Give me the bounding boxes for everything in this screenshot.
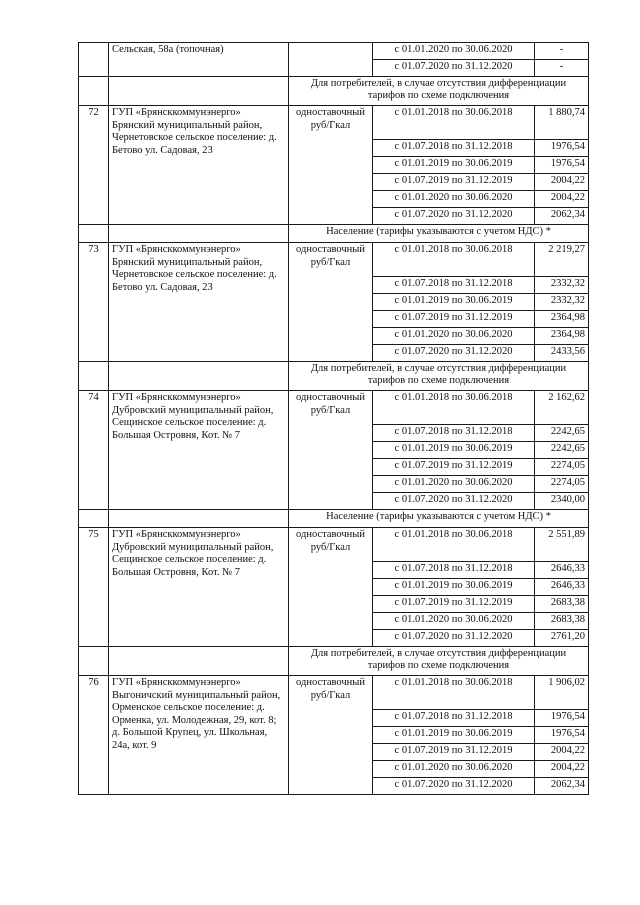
period-cell: с 01.07.2019 по 31.12.2019 [373, 459, 535, 476]
period-cell: с 01.07.2020 по 31.12.2020 [373, 778, 535, 795]
row-number-cell: 74 [79, 391, 109, 510]
unit-cell: одноставочный руб/Гкал [289, 676, 373, 795]
table-row [79, 43, 589, 60]
row-number-cell: 76 [79, 676, 109, 795]
period-cell: с 01.07.2019 по 31.12.2019 [373, 174, 535, 191]
section-header-row [79, 362, 589, 391]
period-cell: с 01.07.2018 по 31.12.2018 [373, 140, 535, 157]
period-cell: с 01.01.2018 по 30.06.2018 [373, 676, 535, 710]
section-header-row [79, 510, 589, 528]
value-cell: 1976,54 [535, 710, 589, 727]
section-header: Население (тарифы указываются с учетом НДС) * [289, 510, 589, 528]
period-cell: с 01.07.2018 по 31.12.2018 [373, 710, 535, 727]
table-row [79, 391, 589, 425]
row-number-cell [79, 43, 109, 77]
value-cell: 2332,32 [535, 294, 589, 311]
blank-cell [79, 647, 109, 676]
period-cell: с 01.01.2020 по 30.06.2020 [373, 191, 535, 208]
tariff-table-body [79, 43, 589, 795]
value-cell: 2340,00 [535, 493, 589, 510]
tariff-table [78, 42, 589, 795]
row-number-cell: 72 [79, 106, 109, 225]
organization-cell: ГУП «Брянсккоммунэнерго» Дубровский муниципальный район, Сещинское сельское поселение: д. Большая Островня, Кот. № 7 [109, 391, 289, 510]
period-cell: с 01.07.2018 по 31.12.2018 [373, 562, 535, 579]
value-cell: 2433,56 [535, 345, 589, 362]
value-cell: 2683,38 [535, 613, 589, 630]
period-cell: с 01.07.2020 по 31.12.2020 [373, 493, 535, 510]
period-cell: с 01.07.2019 по 31.12.2019 [373, 311, 535, 328]
value-cell: 2274,05 [535, 459, 589, 476]
period-cell: с 01.01.2020 по 30.06.2020 [373, 476, 535, 493]
section-header: Для потребителей, в случае отсутствия дифференциации тарифов по схеме подключения [289, 647, 589, 676]
value-cell: 2004,22 [535, 761, 589, 778]
period-cell: с 01.01.2018 по 30.06.2018 [373, 243, 535, 277]
period-cell: с 01.07.2019 по 31.12.2019 [373, 596, 535, 613]
table-row [79, 528, 589, 562]
section-header-row [79, 225, 589, 243]
organization-cell: Сельская, 58а (топочная) [109, 43, 289, 77]
value-cell: 2332,32 [535, 277, 589, 294]
period-cell: с 01.01.2019 по 30.06.2019 [373, 579, 535, 596]
value-cell: 1976,54 [535, 727, 589, 744]
value-cell: 2364,98 [535, 328, 589, 345]
value-cell: 2004,22 [535, 191, 589, 208]
section-header-row [79, 647, 589, 676]
row-number-cell: 75 [79, 528, 109, 647]
value-cell: 2 219,27 [535, 243, 589, 277]
section-header-row [79, 77, 589, 106]
period-cell: с 01.01.2020 по 30.06.2020 [373, 761, 535, 778]
period-cell: с 01.07.2020 по 31.12.2020 [373, 60, 535, 77]
period-cell: с 01.01.2020 по 30.06.2020 [373, 613, 535, 630]
value-cell: 2761,20 [535, 630, 589, 647]
period-cell: с 01.01.2020 по 30.06.2020 [373, 43, 535, 60]
unit-cell [289, 43, 373, 77]
table-row [79, 106, 589, 140]
value-cell: 2646,33 [535, 562, 589, 579]
value-cell: 2364,98 [535, 311, 589, 328]
blank-cell [109, 510, 289, 528]
value-cell: - [535, 60, 589, 77]
blank-cell [79, 362, 109, 391]
value-cell: 2242,65 [535, 442, 589, 459]
blank-cell [109, 647, 289, 676]
value-cell: 1 880,74 [535, 106, 589, 140]
period-cell: с 01.01.2018 по 30.06.2018 [373, 391, 535, 425]
blank-cell [79, 225, 109, 243]
blank-cell [79, 510, 109, 528]
period-cell: с 01.07.2019 по 31.12.2019 [373, 744, 535, 761]
period-cell: с 01.01.2019 по 30.06.2019 [373, 442, 535, 459]
period-cell: с 01.07.2020 по 31.12.2020 [373, 345, 535, 362]
value-cell: - [535, 43, 589, 60]
unit-cell: одноставочный руб/Гкал [289, 106, 373, 225]
value-cell: 2274,05 [535, 476, 589, 493]
unit-cell: одноставочный руб/Гкал [289, 528, 373, 647]
period-cell: с 01.07.2018 по 31.12.2018 [373, 425, 535, 442]
period-cell: с 01.01.2020 по 30.06.2020 [373, 328, 535, 345]
row-number-cell: 73 [79, 243, 109, 362]
organization-cell: ГУП «Брянсккоммунэнерго» Выгоничский муниципальный район, Орменское сельское поселение: д. Орменка, ул. Молодежная, 29, кот. 8; д. Большой Крупец, ул. Школьная, 24а, кот. 9 [109, 676, 289, 795]
period-cell: с 01.07.2018 по 31.12.2018 [373, 277, 535, 294]
value-cell: 2004,22 [535, 744, 589, 761]
organization-cell: ГУП «Брянсккоммунэнерго» Брянский муниципальный район, Чернетовское сельское поселение: д. Бетово ул. Садовая, 23 [109, 243, 289, 362]
period-cell: с 01.01.2019 по 30.06.2019 [373, 294, 535, 311]
unit-cell: одноставочный руб/Гкал [289, 243, 373, 362]
organization-cell: ГУП «Брянсккоммунэнерго» Брянский муниципальный район, Чернетовское сельское поселение: д. Бетово ул. Садовая, 23 [109, 106, 289, 225]
value-cell: 1 906,02 [535, 676, 589, 710]
period-cell: с 01.01.2019 по 30.06.2019 [373, 727, 535, 744]
section-header: Население (тарифы указываются с учетом НДС) * [289, 225, 589, 243]
period-cell: с 01.01.2018 по 30.06.2018 [373, 528, 535, 562]
value-cell: 1976,54 [535, 157, 589, 174]
period-cell: с 01.01.2019 по 30.06.2019 [373, 157, 535, 174]
period-cell: с 01.07.2020 по 31.12.2020 [373, 630, 535, 647]
organization-cell: ГУП «Брянсккоммунэнерго» Дубровский муниципальный район, Сещинское сельское поселение: д. Большая Островня, Кот. № 7 [109, 528, 289, 647]
value-cell: 2062,34 [535, 778, 589, 795]
blank-cell [109, 77, 289, 106]
blank-cell [109, 225, 289, 243]
blank-cell [109, 362, 289, 391]
value-cell: 2646,33 [535, 579, 589, 596]
section-header: Для потребителей, в случае отсутствия дифференциации тарифов по схеме подключения [289, 362, 589, 391]
blank-cell [79, 77, 109, 106]
value-cell: 2004,22 [535, 174, 589, 191]
value-cell: 2 162,62 [535, 391, 589, 425]
section-header: Для потребителей, в случае отсутствия дифференциации тарифов по схеме подключения [289, 77, 589, 106]
value-cell: 2062,34 [535, 208, 589, 225]
table-row [79, 243, 589, 277]
period-cell: с 01.07.2020 по 31.12.2020 [373, 208, 535, 225]
value-cell: 1976,54 [535, 140, 589, 157]
table-row [79, 676, 589, 710]
value-cell: 2 551,89 [535, 528, 589, 562]
period-cell: с 01.01.2018 по 30.06.2018 [373, 106, 535, 140]
value-cell: 2242,65 [535, 425, 589, 442]
unit-cell: одноставочный руб/Гкал [289, 391, 373, 510]
value-cell: 2683,38 [535, 596, 589, 613]
